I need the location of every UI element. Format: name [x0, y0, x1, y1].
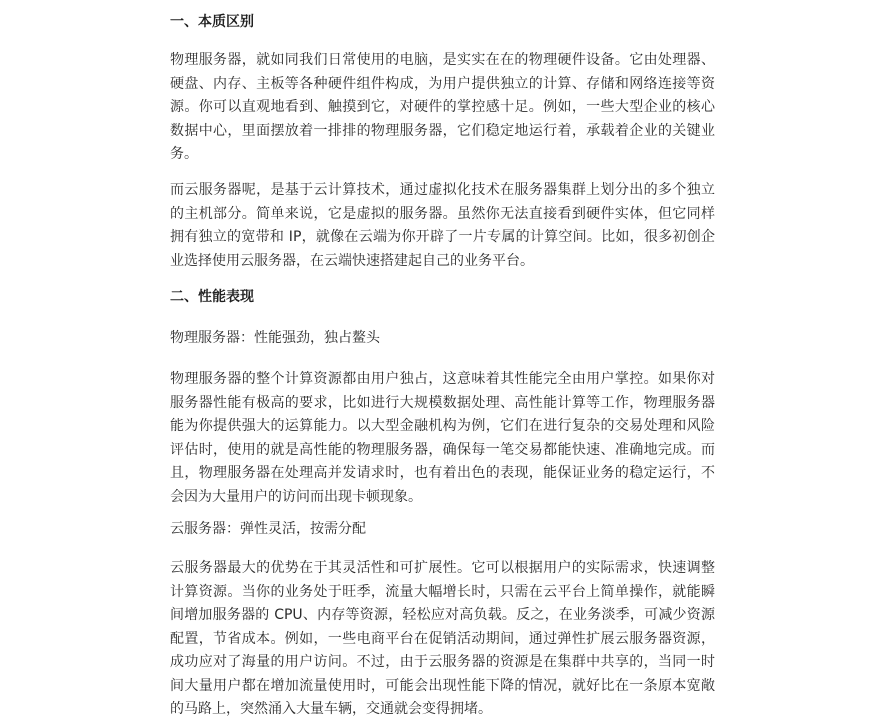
paragraph-cloud-server-intro: 而云服务器呢，是基于云计算技术，通过虚拟化技术在服务器集群上划分出的多个独立的主机部分。简单来说，它是虚拟的服务器。虽然你无法直接看到硬件实体，但它同样拥有独立的宽带和 IP，就像在云端为你开辟了一片专属的计算空间。比如，很多初创企业选择使用云服务器，在云端快速搭建起自己的业务平台。: [170, 182, 715, 269]
paragraph-cloud-performance: 云服务器最大的优势在于其灵活性和可扩展性。它可以根据用户的实际需求，快速调整计算资源。当你的业务处于旺季，流量大幅增长时，只需在云平台上简单操作，就能瞬间增加服务器的 CPU、内存等资源，轻松应对高负载。反之，在业务淡季，可减少资源配置，节省成本。例如，一些电商平台在促销活动期间，通过弹性扩展云服务器资源，成功应对了海量的用户访问。不过，由于云服务器的资源是在集群中共享的，当同一时间大量用户都在增加流量使用时，可能会出现性能下降的情况，就好比在一条原本宽敞的马路上，突然涌入大量车辆，交通就会变得拥堵。: [170, 560, 715, 717]
subheading-cloud-performance: 云服务器：弹性灵活，按需分配: [170, 521, 366, 537]
subheading-physical-performance: 物理服务器：性能强劲，独占鳌头: [170, 330, 380, 346]
section-heading-performance: 二、性能表现: [170, 289, 254, 305]
section-heading-essence: 一、本质区别: [170, 14, 254, 30]
paragraph-physical-performance: 物理服务器的整个计算资源都由用户独占，这意味着其性能完全由用户掌控。如果你对服务器性能有极高的要求，比如进行大规模数据处理、高性能计算等工作，物理服务器能为你提供强大的运算能力。以大型金融机构为例，它们在进行复杂的交易处理和风险评估时，使用的就是高性能的物理服务器，确保每一笔交易都能快速、准确地完成。而且，物理服务器在处理高并发请求时，也有着出色的表现，能保证业务的稳定运行，不会因为大量用户的访问而出现卡顿现象。: [170, 371, 715, 505]
paragraph-physical-server-intro: 物理服务器，就如同我们日常使用的电脑，是实实在在的物理硬件设备。它由处理器、硬盘、内存、主板等各种硬件组件构成，为用户提供独立的计算、存储和网络连接等资源。你可以直观地看到、触摸到它，对硬件的掌控感十足。例如，一些大型企业的核心数据中心，里面摆放着一排排的物理服务器，它们稳定地运行着，承载着企业的关键业务。: [170, 52, 715, 162]
